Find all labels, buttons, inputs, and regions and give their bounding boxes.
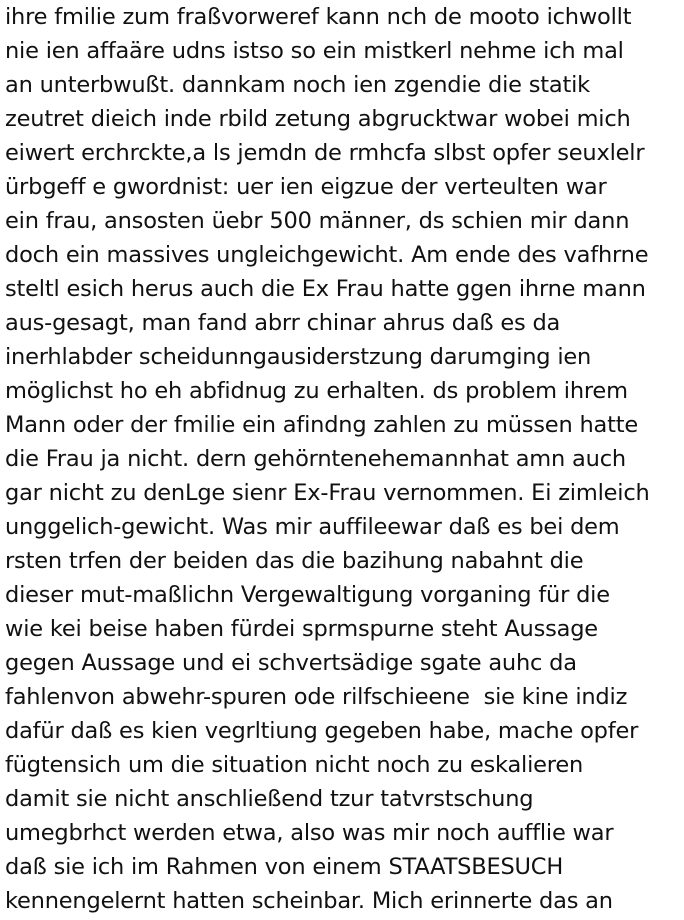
text-line-4: zeutret dieich inde rbild zetung abgrucktwar wobei mich [5, 106, 631, 132]
text-line-16: unggelich-gewicht. Was mir auffileewar daß es bei dem [5, 514, 620, 540]
text-line-9: steltl esich herus auch die Ex Frau hatte ggen ihrne mann [5, 276, 646, 302]
text-line-7: ein frau, ansosten üebr 500 männer, ds schien mir dann [5, 208, 630, 234]
text-line-6: ürbgeff e gwordnist: uer ien eigzue der verteulten war [5, 174, 607, 200]
text-line-24: damit sie nicht anschließend tzur tatvrstschung [5, 786, 534, 812]
text-line-17: rsten trfen der beiden das die bazihung nabahnt die [5, 548, 584, 574]
text-line-3: an unterbwußt. dannkam noch ien zgendie die statik [5, 72, 590, 98]
text-line-10: aus-gesagt, man fand abrr chinar ahrus daß es da [5, 310, 561, 336]
handwritten-text-document [5, 0, 681, 918]
text-line-25: umegbrhct werden etwa, also was mir noch aufflie war [5, 820, 614, 846]
text-line-12: möglichst ho eh abfidnug zu erhalten. ds problem ihrem [5, 378, 628, 404]
text-line-20: gegen Aussage und ei schvertsädige sgate auhc da [5, 650, 577, 676]
text-line-22: dafür daß es kien vegrltiung gegeben habe, mache opfer [5, 718, 639, 744]
text-line-14: die Frau ja nicht. dern gehörntenehemannhat amn auch [5, 446, 626, 472]
text-line-1: ihre fmilie zum fraßvorweref kann nch de mooto ichwollt [5, 4, 632, 30]
text-line-11: inerhlabder scheidunngausiderstzung darumging ien [5, 344, 592, 370]
text-line-27: kennengelernt hatten scheinbar. Mich erinnerte das an [5, 888, 613, 914]
text-line-13: Mann oder der fmilie ein afindng zahlen zu müssen hatte [5, 412, 638, 438]
text-line-8: doch ein massives ungleichgewicht. Am ende des vafhrne [5, 242, 649, 268]
text-line-19: wie kei beise haben fürdei sprmspurne steht Aussage [5, 616, 598, 642]
text-line-23: fügtensich um die situation nicht noch zu eskalieren [5, 752, 584, 778]
text-line-21: fahlenvon abwehr-spuren ode rilfschieene sie kine indiz [5, 684, 628, 710]
text-line-5: eiwert erchrckte,a ls jemdn de rmhcfa slbst opfer seuxlelr [5, 140, 645, 166]
text-line-15: gar nicht zu denLge sienr Ex-Frau vernommen. Ei zimleich [5, 480, 650, 506]
text-line-2: nie ien affaäre udns istso so ein mistkerl nehme ich mal [5, 38, 624, 64]
text-line-18: dieser mut-maßlichn Vergewaltigung vorganing für die [5, 582, 610, 608]
text-line-26: daß sie ich im Rahmen von einem STAATSBESUCH [5, 854, 564, 880]
